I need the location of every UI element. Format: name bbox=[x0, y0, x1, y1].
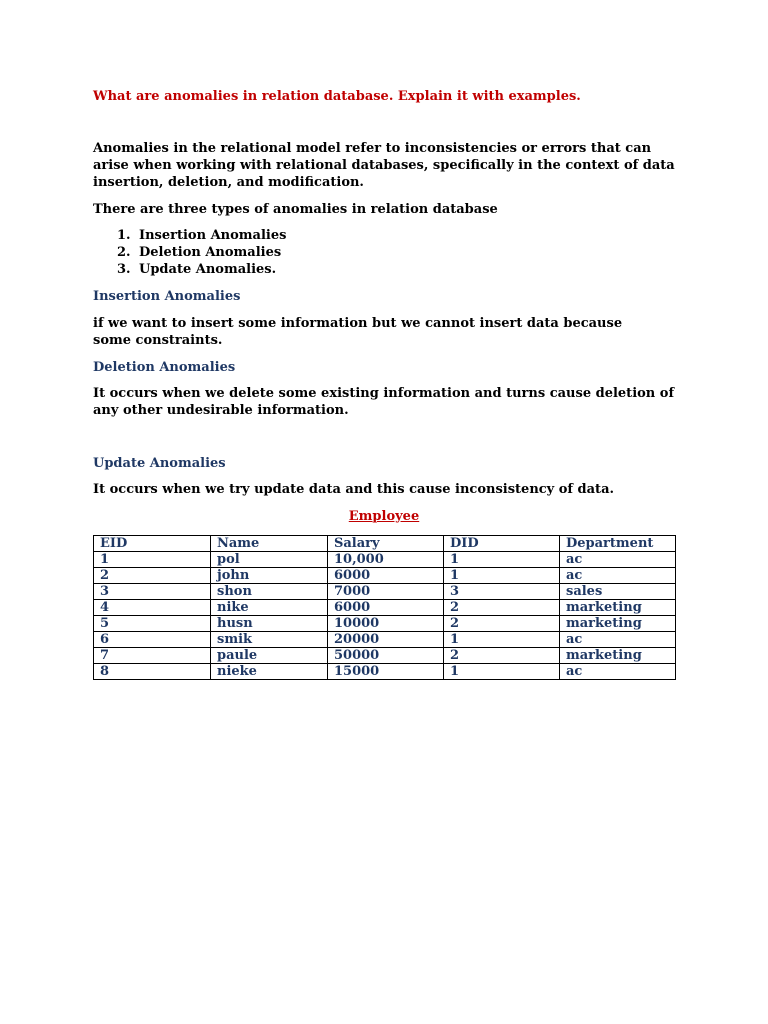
column-header-salary: Salary bbox=[328, 536, 444, 552]
deletion-paragraph: It occurs when we delete some existing information and turns cause deletion of any other undesirable information. bbox=[93, 386, 675, 418]
cell-eid: 3 bbox=[94, 584, 211, 600]
column-header-department: Department bbox=[560, 536, 676, 552]
cell-department: ac bbox=[560, 632, 676, 648]
cell-did: 3 bbox=[444, 584, 560, 600]
deletion-heading: Deletion Anomalies bbox=[93, 360, 236, 375]
cell-salary: 20000 bbox=[328, 632, 444, 648]
cell-salary: 6000 bbox=[328, 568, 444, 584]
cell-did: 2 bbox=[444, 616, 560, 632]
cell-eid: 1 bbox=[94, 552, 211, 568]
cell-name: pol bbox=[211, 552, 328, 568]
column-header-eid: EID bbox=[94, 536, 211, 552]
list-item bbox=[93, 244, 493, 261]
insertion-heading: Insertion Anomalies bbox=[93, 289, 241, 304]
cell-did: 1 bbox=[444, 664, 560, 680]
list-item bbox=[93, 227, 493, 244]
list-number: 3. bbox=[117, 262, 131, 277]
list-item-label: Update Anomalies. bbox=[139, 262, 277, 277]
cell-salary: 6000 bbox=[328, 600, 444, 616]
employee-table bbox=[93, 535, 676, 680]
table-row bbox=[94, 584, 676, 600]
cell-eid: 5 bbox=[94, 616, 211, 632]
cell-department: marketing bbox=[560, 616, 676, 632]
cell-salary: 10,000 bbox=[328, 552, 444, 568]
cell-did: 1 bbox=[444, 552, 560, 568]
cell-salary: 10000 bbox=[328, 616, 444, 632]
cell-name: shon bbox=[211, 584, 328, 600]
table-caption: Employee bbox=[348, 509, 420, 524]
cell-did: 2 bbox=[444, 600, 560, 616]
cell-salary: 15000 bbox=[328, 664, 444, 680]
cell-department: ac bbox=[560, 664, 676, 680]
table-row bbox=[94, 664, 676, 680]
cell-eid: 6 bbox=[94, 632, 211, 648]
cell-did: 2 bbox=[444, 648, 560, 664]
column-header-name: Name bbox=[211, 536, 328, 552]
cell-name: smik bbox=[211, 632, 328, 648]
cell-name: nike bbox=[211, 600, 328, 616]
table-row bbox=[94, 616, 676, 632]
cell-name: nieke bbox=[211, 664, 328, 680]
list-item bbox=[93, 261, 493, 278]
intro-paragraph: Anomalies in the relational model refer to inconsistencies or errors that can arise when working with relational databases, specifically in the context of data insertion, deletion, and modification. bbox=[93, 141, 675, 190]
list-item-label: Insertion Anomalies bbox=[139, 228, 287, 243]
list-number: 2. bbox=[117, 245, 131, 260]
table-row bbox=[94, 648, 676, 664]
cell-eid: 4 bbox=[94, 600, 211, 616]
cell-salary: 7000 bbox=[328, 584, 444, 600]
cell-name: paule bbox=[211, 648, 328, 664]
insertion-paragraph: if we want to insert some information but we cannot insert data because some constraints. bbox=[93, 316, 623, 348]
table-row bbox=[94, 600, 676, 616]
cell-eid: 2 bbox=[94, 568, 211, 584]
cell-department: sales bbox=[560, 584, 676, 600]
cell-department: ac bbox=[560, 552, 676, 568]
list-number: 1. bbox=[117, 228, 131, 243]
cell-salary: 50000 bbox=[328, 648, 444, 664]
types-intro: There are three types of anomalies in relation database bbox=[93, 202, 498, 217]
column-header-did: DID bbox=[444, 536, 560, 552]
cell-name: john bbox=[211, 568, 328, 584]
update-heading: Update Anomalies bbox=[93, 456, 226, 471]
list-item-label: Deletion Anomalies bbox=[139, 245, 282, 260]
cell-eid: 7 bbox=[94, 648, 211, 664]
cell-did: 1 bbox=[444, 568, 560, 584]
anomaly-types-list bbox=[93, 227, 493, 278]
cell-eid: 8 bbox=[94, 664, 211, 680]
cell-department: ac bbox=[560, 568, 676, 584]
table-row bbox=[94, 568, 676, 584]
cell-name: husn bbox=[211, 616, 328, 632]
table-header-row bbox=[94, 536, 676, 552]
question-title: What are anomalies in relation database. Explain it with examples. bbox=[93, 89, 581, 104]
table-row bbox=[94, 632, 676, 648]
table-row bbox=[94, 552, 676, 568]
update-paragraph: It occurs when we try update data and this cause inconsistency of data. bbox=[93, 482, 615, 497]
cell-department: marketing bbox=[560, 648, 676, 664]
cell-department: marketing bbox=[560, 600, 676, 616]
cell-did: 1 bbox=[444, 632, 560, 648]
